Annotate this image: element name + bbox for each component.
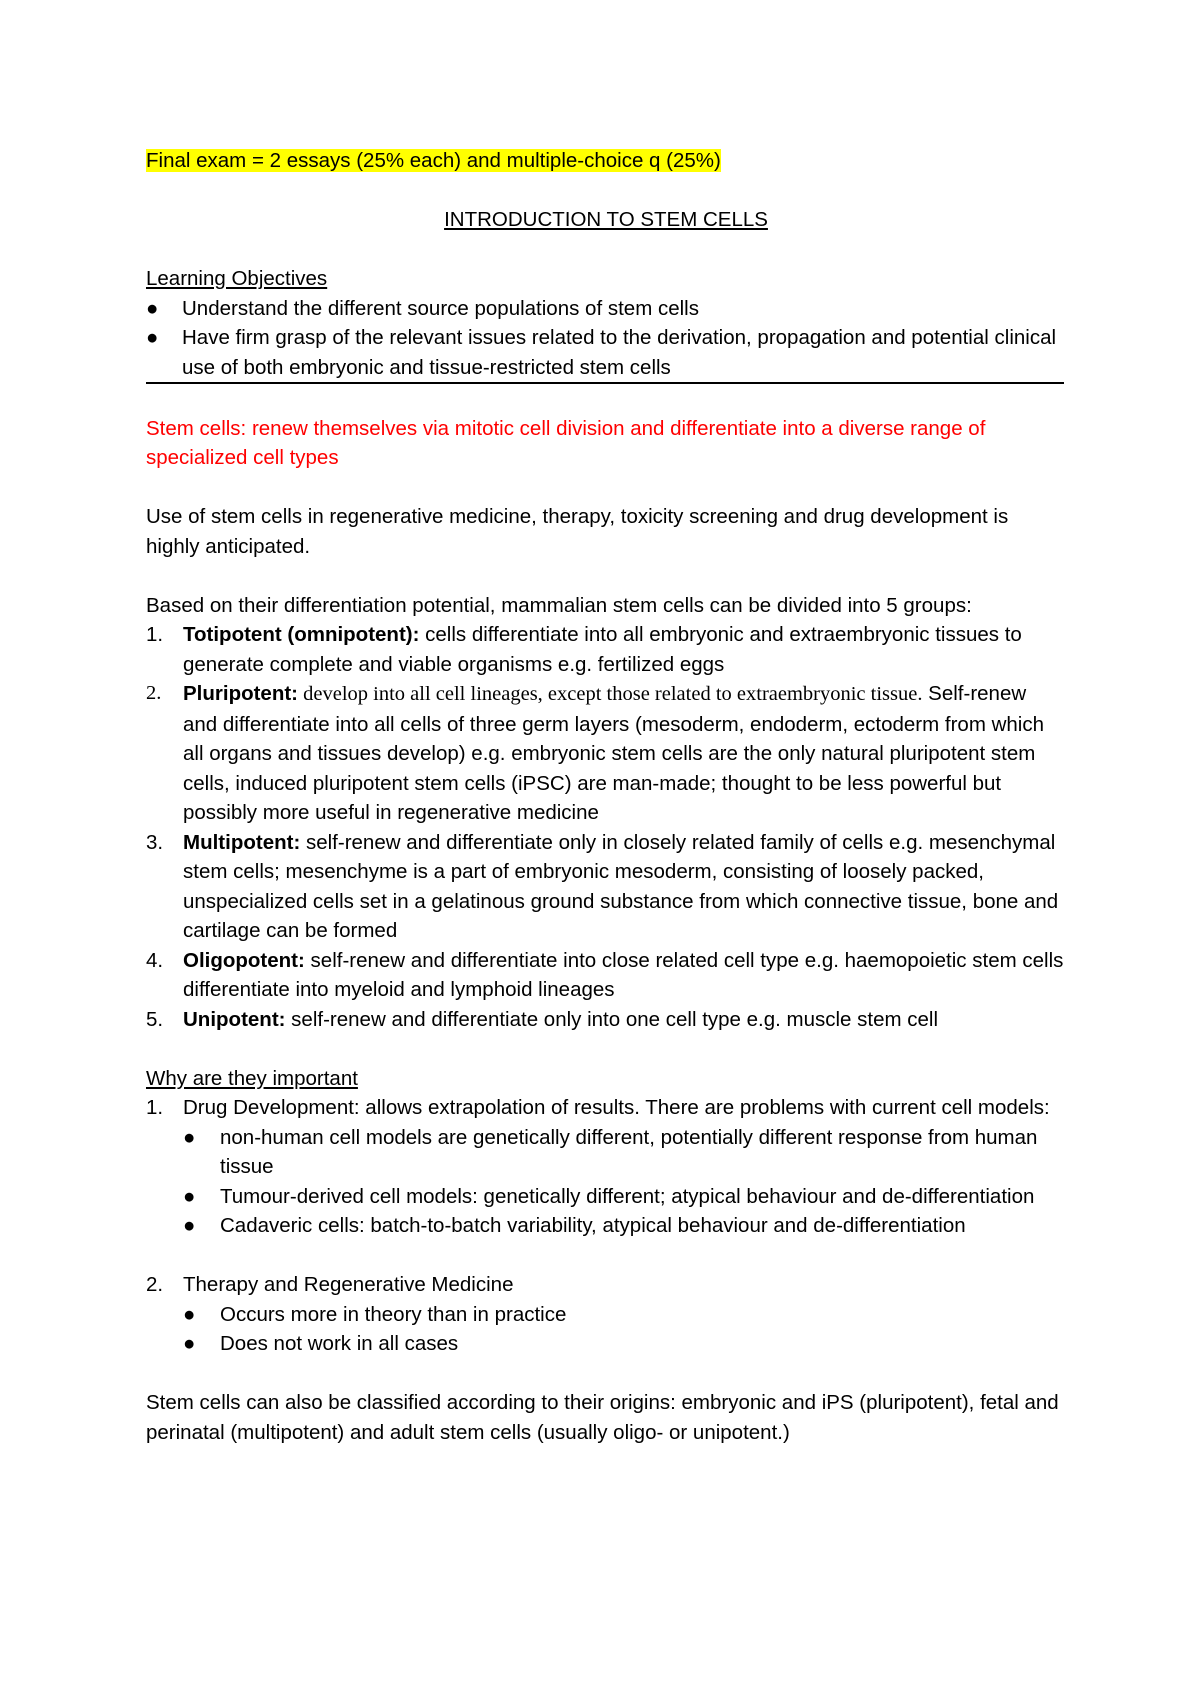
- page-title: INTRODUCTION TO STEM CELLS: [444, 208, 768, 231]
- exam-note: [146, 146, 1066, 176]
- list-item: 1. Drug Development: allows extrapolation of results. There are problems with current cell models: ● non-human cell models are genetically different, potentially different response from human tissue ● Tumour-derived cell models: genetically different; atypical behaviour and de-differentiation ● Cadaveric cells: batch-to-batch variability, atypical behaviour and de-differentiation: [146, 1093, 1066, 1241]
- list-item: 5. Unipotent: self-renew and differentiate only into one cell type e.g. muscle stem cell: [146, 1007, 939, 1031]
- classification-paragraph: Stem cells can also be classified according to their origins: embryonic and iPS (pluripotent), fetal and perinatal (multipotent) and adult stem cells (usually oligo- or unipotent.): [146, 1391, 1059, 1444]
- bullet-icon: ●: [183, 1214, 196, 1237]
- bullet-icon: ●: [146, 296, 159, 320]
- list-item: ● Cadaveric cells: batch-to-batch variability, atypical behaviour and de-differentiation: [183, 1211, 1066, 1241]
- bullet-icon: ●: [183, 1184, 196, 1208]
- objectives-block: [146, 294, 1064, 385]
- importance-heading: Why are they important: [146, 1066, 358, 1090]
- bullet-icon: ●: [183, 1332, 196, 1355]
- document-body: [146, 146, 1066, 1447]
- sub-list: [183, 1123, 1066, 1241]
- sub-list: [183, 1300, 1066, 1359]
- importance-list-continued: [146, 1270, 1066, 1359]
- list-item: 2. Pluripotent: develop into all cell lineages, except those related to extraembryonic tissue. Self-renew and differentiate into all cells of three germ layers (mesoderm, endoderm, ectoderm from which all organs and tissues develop) e.g. embryonic stem cells are the only natural pluripotent stem cells, induced pluripotent stem cells (iPSC) are man-made; thought to be less powerful but possibly more useful in regenerative medicine: [146, 682, 1045, 824]
- list-item: 4. Oligopotent: self-renew and differentiate into close related cell type e.g. haemopoietic stem cells differentiate into myeloid and lymphoid lineages: [146, 948, 1064, 1001]
- bullet-icon: ●: [146, 326, 159, 349]
- list-item: ● Does not work in all cases: [183, 1329, 1066, 1359]
- use-paragraph: Use of stem cells in regenerative medicine, therapy, toxicity screening and drug development is highly anticipated.: [146, 505, 1009, 558]
- groups-intro: Based on their differentiation potential, mammalian stem cells can be divided into 5 groups:: [146, 593, 972, 617]
- bullet-icon: ●: [183, 1302, 196, 1326]
- list-item: ● Tumour-derived cell models: genetically different; atypical behaviour and de-differentiation: [183, 1182, 1066, 1212]
- list-item: 3. Multipotent: self-renew and differentiate only in closely related family of cells e.g. mesenchymal stem cells; mesenchyme is a part of embryonic mesoderm, consisting of loosely packed, unspecialized cells set in a gelatinous ground substance from which connective tissue, bone and cartilage can be formed: [146, 830, 1059, 942]
- objectives-list: [146, 294, 1064, 383]
- list-item: ● Have firm grasp of the relevant issues related to the derivation, propagation and potential clinical use of both embryonic and tissue-restricted stem cells: [146, 323, 1064, 382]
- importance-list: [146, 1093, 1066, 1241]
- list-item: 2. Therapy and Regenerative Medicine ● Occurs more in theory than in practice ● Does not work in all cases: [146, 1270, 1066, 1359]
- list-item: 1. Totipotent (omnipotent): cells differentiate into all embryonic and extraembryonic tissues to generate complete and viable organisms e.g. fertilized eggs: [146, 623, 1022, 676]
- exam-note-highlight: Final exam = 2 essays (25% each) and multiple-choice q (25%): [146, 149, 721, 172]
- groups-list: [146, 620, 1066, 1034]
- bullet-icon: ●: [183, 1125, 196, 1149]
- objectives-heading: Learning Objectives: [146, 267, 328, 290]
- definition-paragraph: Stem cells: renew themselves via mitotic cell division and differentiate into a diverse range of specialized cell types: [146, 416, 986, 469]
- list-item: ● Occurs more in theory than in practice: [183, 1300, 1066, 1330]
- list-item: ● Understand the different source populations of stem cells: [146, 294, 1064, 324]
- list-item: ● non-human cell models are genetically different, potentially different response from human tissue: [183, 1123, 1066, 1182]
